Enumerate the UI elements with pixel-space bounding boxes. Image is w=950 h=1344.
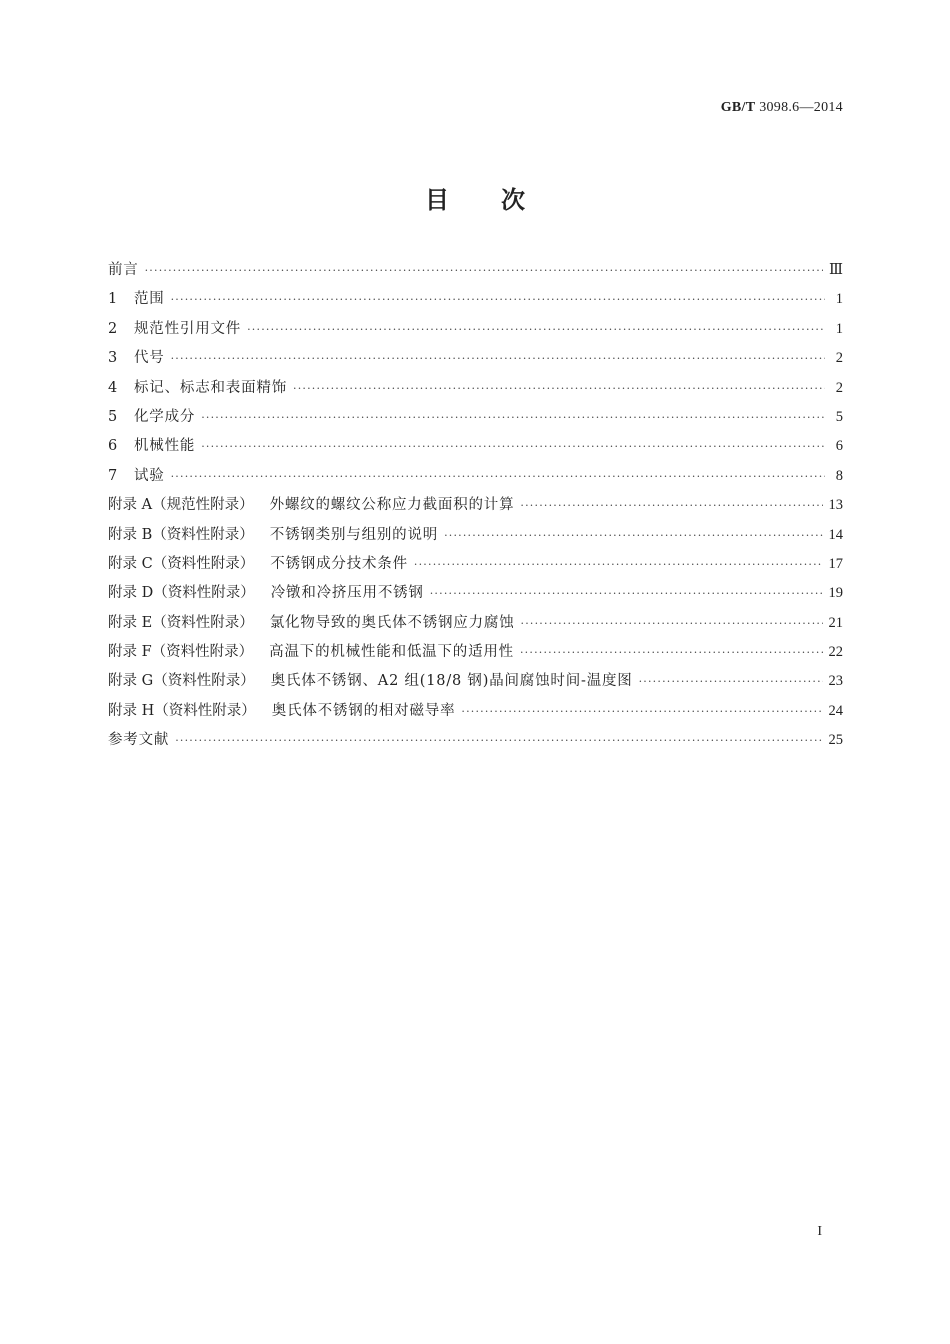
toc-dot-leader (444, 529, 822, 542)
toc-entry-label: 规范性引用文件 (134, 320, 242, 337)
toc-entry[interactable] (108, 552, 843, 581)
toc-entry-number: 7 (108, 467, 118, 484)
toc-entry-label: 标记、标志和表面精饰 (134, 379, 287, 396)
toc-dot-leader (201, 440, 825, 453)
toc-entry[interactable] (108, 376, 843, 405)
toc-entry-page: Ⅲ (829, 262, 843, 278)
page-title: 目次 (425, 186, 577, 214)
toc-entry-page: 6 (835, 438, 843, 455)
toc-entry[interactable] (108, 611, 843, 640)
toc-dot-leader (520, 646, 823, 659)
toc-dot-leader (145, 264, 823, 277)
toc-entry-label: 参考文献 (108, 732, 170, 749)
toc-entry-number: 2 (108, 320, 118, 337)
toc-entry-annex-prefix: 附录 H（资料性附录） (108, 702, 256, 719)
toc-entry-page: 22 (828, 644, 843, 661)
toc-dot-leader (171, 470, 825, 483)
toc-entry-label: 不锈钢成分技术条件 (270, 555, 408, 572)
toc-entry-label: 高温下的机械性能和低温下的适用性 (269, 644, 514, 661)
toc-dot-leader (461, 705, 822, 718)
toc-entry[interactable] (108, 493, 843, 522)
toc-dot-leader (175, 734, 822, 747)
toc-entry[interactable] (108, 669, 843, 698)
toc-entry-page: 2 (835, 379, 843, 396)
toc-entry-number: 3 (108, 350, 118, 367)
toc-entry[interactable] (108, 581, 843, 610)
toc-dot-leader (430, 587, 823, 600)
toc-entry-page: 13 (828, 497, 843, 514)
toc-entry[interactable] (108, 287, 843, 316)
toc-entry-label: 氯化物导致的奥氏体不锈钢应力腐蚀 (269, 614, 515, 631)
toc-entry[interactable] (108, 699, 843, 728)
toc-entry-page: 24 (828, 702, 843, 719)
toc-entry-page: 19 (828, 585, 843, 602)
toc-entry-annex-prefix: 附录 E（资料性附录） (108, 614, 254, 631)
toc-entry-label: 奥氏体不锈钢、A2 组(18/8 钢)晶间腐蚀时间-温度图 (270, 673, 633, 690)
toc-entry-label: 外螺纹的螺纹公称应力截面积的计算 (269, 497, 515, 514)
toc-entry-number: 5 (108, 408, 118, 425)
toc-entry-page: 23 (828, 673, 843, 690)
toc-entry-annex-prefix: 附录 A（规范性附录） (108, 497, 254, 514)
toc-entry[interactable] (108, 346, 843, 375)
toc-dot-leader (293, 382, 825, 395)
toc-entry-page: 21 (828, 614, 843, 631)
toc-entry-annex-prefix: 附录 B（资料性附录） (108, 526, 254, 543)
toc-entry-number: 1 (108, 291, 118, 308)
toc-entry-label: 不锈钢类别与组别的说明 (269, 526, 439, 543)
table-of-contents (108, 258, 843, 758)
toc-entry-label: 试验 (134, 467, 165, 484)
toc-dot-leader (521, 617, 823, 630)
toc-entry-annex-prefix: 附录 C（资料性附录） (108, 555, 255, 572)
toc-entry-annex-prefix: 附录 G（资料性附录） (108, 673, 255, 690)
toc-entry-page: 14 (828, 526, 843, 543)
document-code-prefix: GB/T (720, 100, 756, 115)
toc-dot-leader (639, 675, 823, 688)
toc-entry-page: 25 (828, 732, 843, 749)
toc-dot-leader (171, 293, 825, 306)
toc-entry[interactable] (108, 640, 843, 669)
toc-entry-label: 代号 (134, 350, 165, 367)
toc-entry-annex-prefix: 附录 F（资料性附录） (108, 644, 254, 661)
toc-dot-leader (520, 499, 822, 512)
toc-entry-page: 5 (835, 408, 843, 425)
toc-entry[interactable] (108, 258, 843, 287)
toc-entry[interactable] (108, 405, 843, 434)
document-code (721, 100, 843, 116)
toc-entry-label: 奥氏体不锈钢的相对磁导率 (271, 702, 456, 719)
toc-entry[interactable] (108, 728, 843, 757)
toc-entry-label: 机械性能 (134, 438, 196, 455)
document-code-number: 3098.6—2014 (759, 100, 843, 115)
toc-entry[interactable] (108, 434, 843, 463)
toc-entry-number: 6 (108, 438, 118, 455)
toc-entry[interactable] (108, 317, 843, 346)
toc-dot-leader (201, 411, 825, 424)
toc-dot-leader (414, 558, 823, 571)
toc-entry-label: 范围 (134, 291, 165, 308)
toc-entry-page: 2 (835, 350, 843, 367)
toc-entry[interactable] (108, 464, 843, 493)
toc-dot-leader (247, 323, 825, 336)
toc-dot-leader (171, 352, 825, 365)
toc-entry-annex-prefix: 附录 D（资料性附录） (108, 585, 255, 602)
toc-entry-label: 化学成分 (134, 408, 196, 425)
toc-entry-label: 前言 (108, 262, 139, 278)
toc-entry-label: 冷镦和冷挤压用不锈钢 (270, 585, 424, 602)
toc-entry-number: 4 (108, 379, 118, 396)
toc-entry[interactable] (108, 523, 843, 552)
toc-entry-page: 1 (835, 291, 843, 308)
page-number: I (817, 1224, 822, 1239)
toc-entry-page: 17 (828, 555, 843, 572)
toc-entry-page: 1 (835, 320, 843, 337)
toc-entry-page: 8 (835, 467, 843, 484)
